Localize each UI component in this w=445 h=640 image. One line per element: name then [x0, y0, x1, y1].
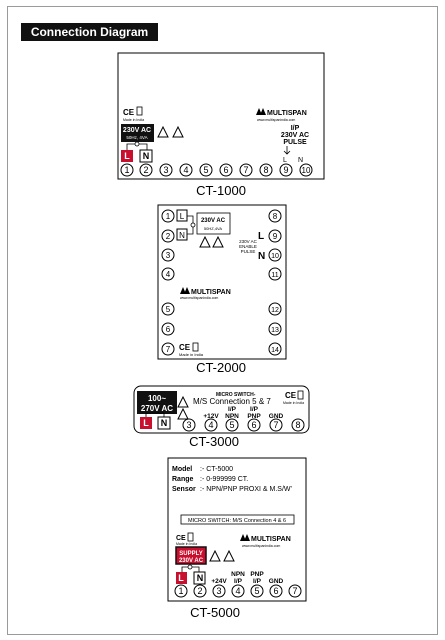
svg-text:MICRO SWITCH-: MICRO SWITCH- [216, 392, 256, 398]
ce-mark: CE [123, 108, 135, 117]
svg-text:4: 4 [165, 270, 171, 279]
svg-text:L: L [179, 212, 185, 221]
svg-text:9: 9 [283, 165, 289, 175]
svg-text:5: 5 [254, 586, 260, 596]
svg-text::- 0-999999 CT.: :- 0-999999 CT. [200, 476, 249, 483]
caution-icon [173, 127, 183, 137]
svg-text:6: 6 [165, 325, 171, 334]
svg-text:PNP: PNP [247, 413, 261, 420]
svg-text:11: 11 [271, 272, 279, 279]
svg-text:9: 9 [272, 232, 278, 241]
caution-icon [178, 409, 188, 419]
ct5000-diagram [168, 458, 306, 620]
svg-text:5: 5 [229, 420, 235, 430]
multispan-logo [240, 534, 291, 548]
svg-text:7: 7 [243, 165, 249, 175]
ct2000-left-terminals [162, 210, 174, 355]
section-header: Connection Diagram [21, 23, 158, 41]
svg-text:8: 8 [295, 420, 301, 430]
svg-text:2: 2 [165, 232, 171, 241]
ct3000-terminal-labels [203, 406, 283, 420]
shock-warning-icon [200, 237, 210, 247]
svg-text:L: L [143, 418, 149, 428]
svg-text:+12V: +12V [203, 413, 219, 420]
svg-text:4: 4 [183, 165, 189, 175]
svg-text:NPN: NPN [231, 571, 245, 578]
svg-text:50Hz, 4VA: 50Hz, 4VA [126, 135, 148, 140]
ct2000-caption: CT-2000 [196, 360, 246, 375]
shock-warning-icon [158, 127, 168, 137]
svg-text:7: 7 [273, 420, 279, 430]
multispan-logo [256, 108, 307, 122]
svg-text:3: 3 [163, 165, 169, 175]
svg-text:N: N [196, 573, 204, 583]
svg-text:6: 6 [251, 420, 257, 430]
svg-text:Made in India: Made in India [176, 542, 198, 546]
svg-text:Made in India: Made in India [283, 401, 305, 405]
caution-icon [224, 551, 234, 561]
svg-text:4: 4 [235, 586, 241, 596]
recycle-icon [137, 107, 142, 115]
svg-text:7: 7 [292, 586, 298, 596]
svg-text:L: L [124, 151, 130, 161]
ct2000-diagram [158, 205, 286, 375]
svg-text:www.multispanindia.com: www.multispanindia.com [180, 296, 219, 300]
svg-text:270V AC: 270V AC [140, 404, 174, 413]
svg-text:www.multispanindia.com: www.multispanindia.com [242, 544, 281, 548]
svg-text:3: 3 [186, 420, 192, 430]
svg-text:PNP: PNP [250, 571, 264, 578]
svg-text:GND: GND [268, 413, 284, 420]
svg-text:I/P: I/P [228, 406, 236, 413]
svg-text:ENABLE: ENABLE [239, 244, 257, 249]
ct1000-terminals [121, 164, 312, 176]
svg-text:100~: 100~ [147, 394, 167, 403]
svg-text:1: 1 [178, 586, 184, 596]
svg-text:M/S Connection 5 & 7: M/S Connection 5 & 7 [193, 397, 271, 406]
svg-text:I/P: I/P [253, 578, 261, 585]
svg-text:L: L [178, 573, 184, 583]
svg-text:N: N [258, 251, 266, 262]
svg-text:230V AC: 230V AC [178, 558, 204, 564]
ct5000-spec-block [172, 466, 292, 493]
svg-text:MICRO SWITCH: M/S Connection 4: MICRO SWITCH: M/S Connection 4 & 6 [187, 518, 287, 524]
svg-text:GND: GND [268, 578, 284, 585]
recycle-icon [193, 343, 198, 351]
ct2000-right-terminals [269, 210, 281, 355]
svg-text:13: 13 [271, 327, 279, 334]
ce-mark: CE [176, 535, 186, 542]
svg-text:L: L [283, 157, 287, 164]
svg-text:I/P: I/P [290, 125, 300, 132]
svg-text:230V AC: 230V AC [280, 132, 310, 139]
svg-text:8: 8 [263, 165, 269, 175]
svg-text:Model: Model [172, 466, 193, 473]
svg-text:5: 5 [203, 165, 209, 175]
svg-text::- CT-5000: :- CT-5000 [200, 466, 234, 473]
svg-text:230V AC: 230V AC [200, 218, 226, 224]
svg-text:Sensor: Sensor [172, 486, 196, 493]
svg-text:Made in India: Made in India [179, 352, 204, 357]
shock-warning-icon [178, 397, 188, 407]
ce-mark: CE [285, 391, 297, 400]
svg-text:5: 5 [165, 305, 171, 314]
svg-text::- NPN/PNP PROXI & M.S/W': :- NPN/PNP PROXI & M.S/W' [200, 486, 292, 493]
svg-text:NPN: NPN [225, 413, 239, 420]
svg-text:10: 10 [271, 253, 279, 260]
ct3000-terminals [183, 419, 304, 431]
shock-warning-icon [210, 551, 220, 561]
svg-text:PULSE: PULSE [240, 249, 256, 254]
svg-text:MULTISPAN: MULTISPAN [251, 536, 291, 543]
svg-text:MULTISPAN: MULTISPAN [267, 110, 307, 117]
svg-text:50HZ,4VA: 50HZ,4VA [203, 226, 223, 231]
svg-text:1: 1 [124, 165, 130, 175]
ct5000-terminals [175, 585, 301, 597]
svg-text:7: 7 [165, 345, 171, 354]
svg-text:2: 2 [143, 165, 149, 175]
svg-text:PULSE: PULSE [283, 139, 307, 146]
ce-mark: CE [179, 343, 191, 352]
svg-text:230V AC: 230V AC [122, 127, 152, 134]
svg-text:1: 1 [165, 212, 171, 221]
recycle-icon [298, 391, 303, 399]
svg-text:I/P: I/P [234, 578, 242, 585]
ct5000-caption: CT-5000 [190, 605, 240, 620]
svg-text:2: 2 [197, 586, 203, 596]
svg-text:230V AC: 230V AC [239, 239, 257, 244]
ct1000-caption: CT-1000 [196, 183, 246, 198]
svg-text:10: 10 [301, 166, 311, 175]
svg-text:6: 6 [273, 586, 279, 596]
svg-text:Range: Range [172, 476, 194, 483]
svg-text:I/P: I/P [250, 406, 258, 413]
svg-text:N: N [160, 418, 168, 428]
svg-text:L: L [258, 231, 265, 242]
svg-text:N: N [298, 157, 304, 164]
ct3000-caption: CT-3000 [189, 434, 239, 449]
svg-text:12: 12 [271, 307, 279, 314]
ct1000-diagram [118, 53, 324, 198]
svg-text:+24V: +24V [211, 578, 227, 585]
svg-text:3: 3 [216, 586, 222, 596]
recycle-icon [188, 533, 193, 541]
svg-text:6: 6 [223, 165, 229, 175]
ct5000-terminal-labels [211, 571, 283, 585]
svg-text:14: 14 [271, 347, 279, 354]
made-in-india-text: Made in India [123, 118, 145, 122]
svg-text:4: 4 [208, 420, 214, 430]
svg-text:N: N [179, 231, 185, 240]
svg-text:MULTISPAN: MULTISPAN [191, 289, 231, 296]
svg-text:3: 3 [165, 251, 171, 260]
svg-text:8: 8 [272, 212, 278, 221]
svg-text:N: N [142, 151, 150, 161]
caution-icon [213, 237, 223, 247]
ct3000-diagram [134, 386, 309, 449]
svg-text:www.multispanindia.com: www.multispanindia.com [257, 118, 296, 122]
svg-text:SUPPLY: SUPPLY [179, 551, 203, 557]
multispan-logo [180, 287, 231, 300]
